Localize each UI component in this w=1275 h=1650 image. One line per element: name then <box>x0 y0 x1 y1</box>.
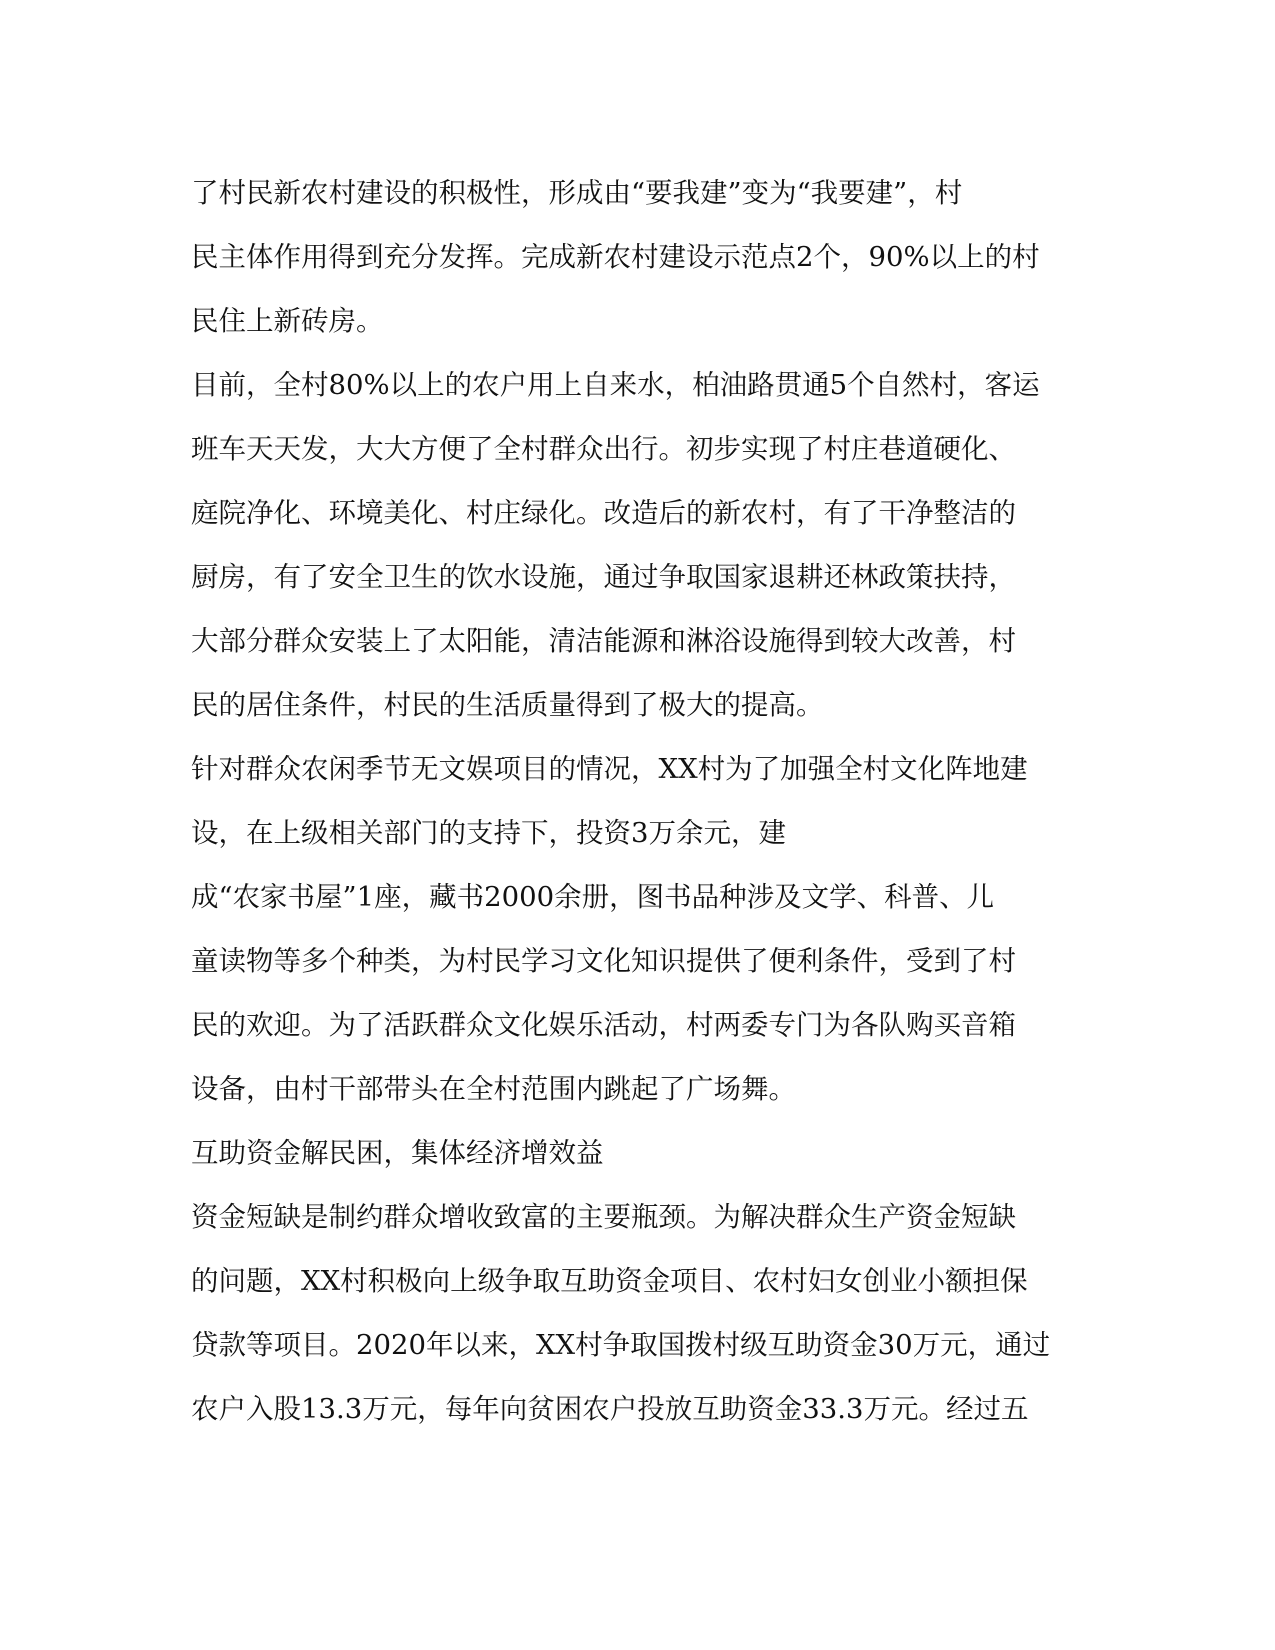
text-line: 贷款等项目。2020年以来，XX村争取国拨村级互助资金30万元，通过 <box>191 1329 1051 1361</box>
text-line: 班车天天发，大大方便了全村群众出行。初步实现了村庄巷道硬化、 <box>191 433 1016 465</box>
section-heading: 互助资金解民困，集体经济增效益 <box>191 1137 604 1169</box>
text-line: 民的欢迎。为了活跃群众文化娱乐活动，村两委专门为各队购买音箱 <box>191 1009 1016 1041</box>
text-line: 设，在上级相关部门的支持下，投资3万余元，建 <box>191 817 786 849</box>
text-line: 厨房，有了安全卫生的饮水设施，通过争取国家退耕还林政策扶持， <box>191 561 1016 593</box>
text-line: 农户入股13.3万元，每年向贫困农户投放互助资金33.3万元。经过五 <box>191 1393 1029 1425</box>
text-line: 设备，由村干部带头在全村范围内跳起了广场舞。 <box>191 1073 796 1105</box>
text-line: 庭院净化、环境美化、村庄绿化。改造后的新农村，有了干净整洁的 <box>191 497 1016 529</box>
text-line: 了村民新农村建设的积极性，形成由“要我建”变为“我要建”，村 <box>191 177 963 209</box>
document-body <box>191 161 1091 1441</box>
text-line: 大部分群众安装上了太阳能，清洁能源和淋浴设施得到较大改善，村 <box>191 625 1016 657</box>
text-line: 的问题，XX村积极向上级争取互助资金项目、农村妇女创业小额担保 <box>191 1265 1028 1297</box>
text-line: 资金短缺是制约群众增收致富的主要瓶颈。为解决群众生产资金短缺 <box>191 1201 1016 1233</box>
text-line: 针对群众农闲季节无文娱项目的情况，XX村为了加强全村文化阵地建 <box>191 753 1028 785</box>
text-line: 民主体作用得到充分发挥。完成新农村建设示范点2个，90%以上的村 <box>191 241 1040 273</box>
text-line: 成“农家书屋”1座，藏书2000余册，图书品种涉及文学、科普、儿 <box>191 881 995 913</box>
text-line: 童读物等多个种类，为村民学习文化知识提供了便利条件，受到了村 <box>191 945 1016 977</box>
text-line: 目前，全村80%以上的农户用上自来水，柏油路贯通5个自然村，客运 <box>191 369 1040 401</box>
text-line: 民的居住条件，村民的生活质量得到了极大的提高。 <box>191 689 824 721</box>
text-line: 民住上新砖房。 <box>191 305 384 337</box>
